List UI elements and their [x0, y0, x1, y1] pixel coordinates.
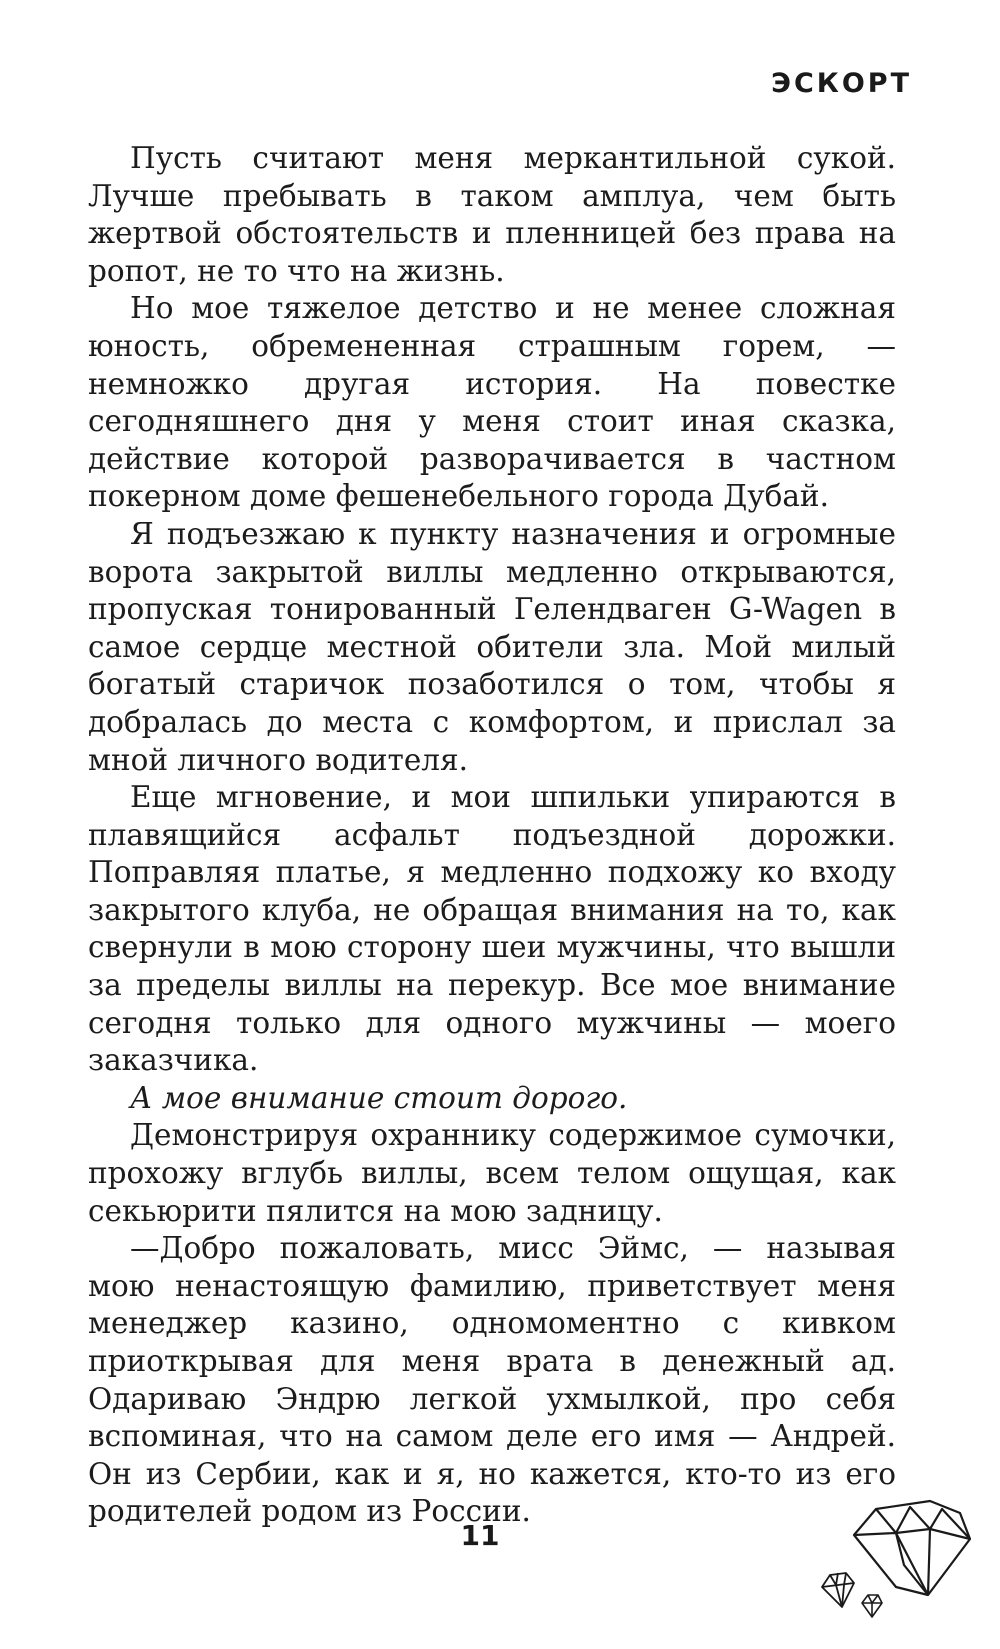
tiny-diamond-icon: [862, 1595, 882, 1617]
body-text: [88, 140, 896, 1531]
paragraph-2: Но мое тяжелое детство и не менее сложная юность, обремененная страшным горем, — немножко другая история. На повестке сегодняшнего дня у меня стоит иная сказка, действие которой разворачивается в частном покерном доме фешенебельного города Дубай.: [88, 291, 896, 514]
paragraph-5-italic: А мое внимание стоит дорого.: [130, 1080, 628, 1115]
paragraph-4: Еще мгновение, и мои шпильки упираются в плавящийся асфальт подъездной дорожки. Поправляя платье, я медленно подхожу ко входу закрытого клуба, не обращая внимания на то, как свернули в мою сторону шеи мужчины, что вышли за пределы виллы на перекур. Все мое внимание сегодня только для одного мужчины — моего заказчика.: [88, 780, 896, 1078]
large-diamond-icon: [854, 1501, 970, 1595]
diamond-icon: [792, 1495, 982, 1625]
paragraph-6: Демонстрируя охраннику содержимое сумочки, прохожу вглубь виллы, всем телом ощущая, как секьюрити пялится на мою задницу.: [88, 1118, 896, 1228]
paragraph-7: —Добро пожаловать, мисс Эймс, — называя мою ненастоящую фамилию, приветствует меня менеджер казино, одномоментно с кивком приоткрывая для меня врата в денежный ад. Одариваю Эндрю легкой ухмылкой, про себя вспоминая, что на самом деле его имя — Андрей. Он из Сербии, как и я, но кажется, кто-то из его родителей родом из России.: [88, 1231, 896, 1529]
small-diamond-icon: [822, 1573, 854, 1607]
running-title: ЭСКОРТ: [771, 68, 912, 99]
paragraph-3: Я подъезжаю к пункту назначения и огромные ворота закрытой виллы медленно открываются, пропуская тонированный Гелендваген G-Wagen в самое сердце местной обители зла. Мой милый богатый старичок позаботился о том, чтобы я добралась до места с комфортом, и прислал за мной личного водителя.: [88, 516, 896, 777]
page-number: 11: [460, 1519, 500, 1552]
paragraph-1: Пусть считают меня меркантильной сукой. Лучше пребывать в таком амплуа, чем быть жертвой обстоятельств и пленницей без права на ропот, не то что на жизнь.: [88, 141, 896, 288]
